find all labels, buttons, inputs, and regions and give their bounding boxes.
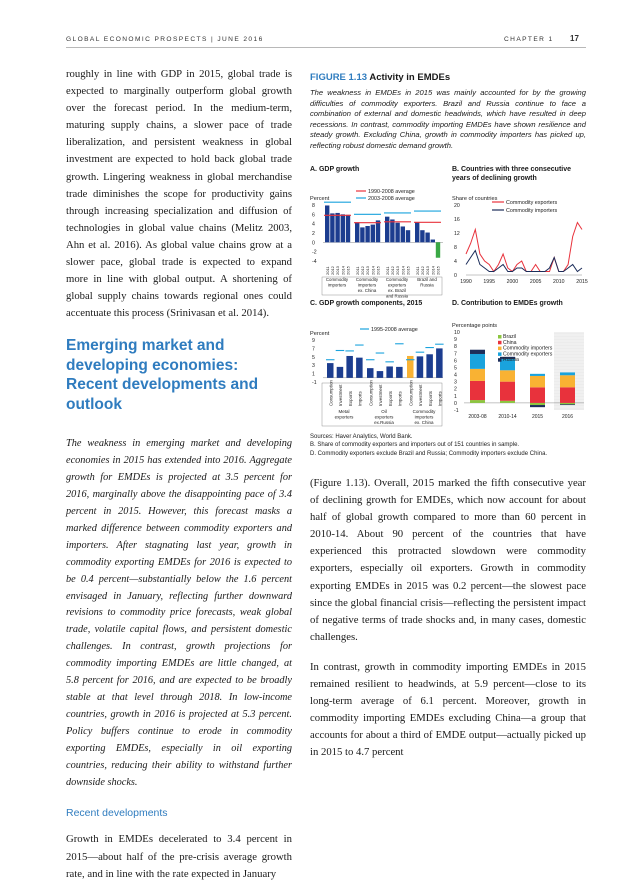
group-label: exporters [334,414,354,420]
stacked-bar [500,401,515,403]
y-tick-label: 10 [454,330,460,336]
bar [406,230,410,242]
y-tick-label: -4 [312,259,317,265]
y-tick-label: 5 [312,354,315,361]
x-tick-label: 1995 [483,279,495,285]
bar [335,213,339,242]
legend-label: Commodity exporters [503,351,553,358]
x-tick-label: 2015 [576,279,588,285]
legend-swatch [498,347,502,351]
y-tick-label: 9 [312,338,315,344]
stacked-bar [560,375,575,387]
group-label: exporters [374,414,394,420]
x-tick-label: 2011 [354,266,360,275]
x-tick-label: 2013 [365,266,371,275]
x-tick-label: 2015 [405,266,411,275]
y-tick-label: -1 [454,408,459,414]
figure-title-text: Activity in EMDEs [369,72,451,83]
bar [417,356,424,377]
y-tick-label: 5 [454,365,457,372]
bar [415,222,419,242]
bar [360,227,364,242]
x-tick-label: Exports [387,391,393,406]
y-tick-label: 12 [454,231,460,237]
bar [337,367,344,378]
group-label: importers [414,414,434,420]
x-tick-label: 2015 [531,414,544,420]
stacked-bar [560,403,575,404]
group-label: Russia [420,282,434,288]
x-tick-label: Imports [437,391,443,406]
left-column [66,66,292,883]
x-tick-label: 2014 [430,266,436,275]
panel-b-title: B. Countries with three consecutive years of declining growth [452,166,572,182]
chart-a-gdp-growth [310,183,446,299]
y-axis-label: Percent [310,196,330,202]
group-label: Commodity [325,277,349,282]
y-tick-label: 1 [454,393,457,400]
panel-c-title: C. GDP growth components, 2015 [310,300,423,307]
y-axis-label: Percentage points [452,323,498,329]
x-tick-label: 2012 [420,266,425,275]
figure-notes [310,433,586,458]
y-tick-label: 8 [454,344,457,351]
right-paragraph-1: (Figure 1.13). Overall, 2015 marked the fifth consecutive year of declining growth for EMDEs, which now account for about half of global growth compared to more than 60 percent in 2010-14. About 90 percent of the countries that have experienced this protracted slowdown were commodity exporters, especially oil exporters. Growth in commodity exporting EMDEs in 2015 was 0.2 percent—the slowest pace since the global financial crisis—reflecting the persistent impact of negative terms of trade shocks and, in many cases, domestic challenges. [310,477,586,643]
x-tick-label: 2015 [435,266,441,275]
stacked-bar [500,382,515,401]
y-tick-label: -2 [312,249,317,256]
x-tick-label: Investment [378,384,384,406]
legend-label: Commodity exporters [506,200,558,206]
subhead-recent-developments: Recent developments [66,807,168,820]
bar [425,233,429,243]
group-label: and Russia [386,293,408,299]
y-tick-label: 0 [312,240,315,247]
chart-c-growth-components [310,318,446,430]
y-tick-label: 2 [454,386,457,393]
stacked-bar [500,370,515,381]
legend-label: 2003-2008 average [368,196,415,202]
bar [396,367,403,378]
legend-label: 1995-2008 average [371,327,418,333]
section-title: Emerging market and developing economies: Recent developments and outlook [66,337,259,413]
bar [355,222,359,242]
bar [426,354,433,378]
bar [330,213,334,242]
x-tick-label: Imports [357,391,363,406]
y-tick-label: 20 [454,203,460,209]
legend-label: Russia [503,357,519,364]
bar [341,214,345,242]
stacked-bar [470,369,485,381]
group-label: importers [327,282,347,288]
x-tick-label: 2015 [345,266,351,275]
x-tick-label: Investment [338,384,344,406]
legend-label: Commodity importers [506,208,558,214]
group-label: Commodity [385,277,409,282]
group-label: ex.Russia [374,420,394,425]
figure-title [310,72,450,83]
stacked-bar [560,372,575,375]
bar [386,366,393,377]
figure-note-b: B. Share of commodity exporters and importers out of 151 countries in sample. [310,442,520,449]
x-tick-label: Exports [347,391,353,406]
stacked-bar [530,403,545,405]
x-tick-label: 2012 [330,266,335,275]
bar [436,348,443,377]
figure-sources: Sources: Haver Analytics, World Bank. [310,434,413,440]
group-label: exporters [387,282,407,288]
figure-note-d: D. Commodity exporters exclude Brazil and Russia; Commodity importers exclude China. [310,450,548,457]
panel-a-title: A. GDP growth [310,166,360,173]
x-tick-label: 2012 [390,266,395,275]
stacked-bar [530,387,545,403]
header-rule [66,47,586,48]
x-tick-label: 2014 [370,266,376,275]
bar [376,220,380,242]
right-paragraph-2: In contrast, growth in commodity importing EMDEs in 2015 remained resilient to headwinds, at 5.9 percent—close to its long-term average of 6.1 percent. Moreover, growth in commodity importing EMDEs excluding China—a group that accounts for about a third of EMDE output—actually picked up in 2015 to 4.7 percent [310,660,586,759]
legend-label: 1990-2008 average [368,189,415,195]
y-tick-label: 8 [454,245,457,251]
x-tick-label: 2013 [425,266,431,275]
page-number: 17 [570,34,579,43]
x-tick-label: Exports [427,391,433,406]
y-tick-label: -1 [312,380,317,386]
y-tick-label: 4 [454,372,457,379]
x-tick-label: 2014 [400,266,406,275]
x-tick-label: Investment [418,384,424,406]
y-tick-label: 0 [454,400,457,407]
x-tick-label: 1990 [460,279,472,285]
x-tick-label: 2003-08 [468,414,487,420]
bar [436,242,440,257]
stacked-bar [560,387,575,403]
x-tick-label: Imports [397,391,403,406]
running-header: GLOBAL ECONOMIC PROSPECTS | JUNE 2016 [66,36,264,43]
y-tick-label: 8 [312,203,315,209]
chart-d-contribution [452,318,588,430]
group-label: importers [357,282,377,288]
chapter-label: CHAPTER 1 [504,36,554,43]
x-tick-label: 2013 [335,266,341,275]
y-tick-label: 4 [312,221,315,228]
stacked-bar [470,350,485,354]
x-tick-label: 2010 [553,279,565,285]
bar [390,219,394,242]
group-label: ex. Brazil [387,288,407,293]
y-axis-label: Percent [310,331,330,337]
legend-swatch [498,352,502,356]
bar [371,225,375,243]
x-tick-label: 2012 [360,266,365,275]
y-tick-label: 4 [454,259,457,265]
group-label: ex. China [414,420,434,425]
figure-number: FIGURE 1.13 [310,72,368,83]
recent-paragraph: Growth in EMDEs decelerated to 3.4 percent in 2015—about half of the pre-crisis average growth rate, and in line with the rate expected in January [66,833,292,880]
legend-label: China [503,339,517,346]
bar [395,223,399,243]
bar [420,230,424,242]
bar [356,358,363,378]
x-tick-label: Consumption [328,380,334,406]
bar [346,215,350,243]
bar [385,217,389,243]
x-tick-label: 2011 [384,266,390,275]
series-line [466,251,582,272]
y-tick-label: 3 [454,379,457,386]
y-tick-label: 0 [454,273,457,279]
figure-lead: The weakness in EMDEs in 2015 was mainly accounted for by the growing difficulties of commodity exporters. Brazil and Russia continue to face a combination of external and domestic headwinds, which have resulted in deep recessions. In contrast, commodity importing EMDEs have shown resilience and steady growth. Excluding China, growth in commodity importers has picked up, reflecting robust domestic demand growth. [310,88,586,150]
x-tick-label: 2010-14 [498,414,517,420]
x-tick-label: 2000 [506,279,519,285]
stacked-bar [530,376,545,387]
x-tick-label: Consumption [368,380,374,406]
x-tick-label: 2005 [529,279,542,285]
y-tick-label: 6 [454,358,457,365]
y-tick-label: 2 [312,231,315,237]
legend-label: Commodity importers [503,345,553,352]
bar [325,205,329,242]
series-line [466,223,582,272]
bar [367,368,374,378]
x-tick-label: 2015 [375,266,381,275]
group-label: Commodity [355,277,379,282]
group-label: Commodity [412,409,436,414]
group-label: Oil [381,409,387,414]
group-label: ex. China [357,288,377,293]
y-axis-label: Share of countries [452,196,498,202]
x-tick-label: 2011 [324,266,330,275]
y-tick-label: 16 [454,217,460,223]
y-tick-label: 7 [312,346,315,353]
legend-label: Brazil [503,334,516,340]
panel-d-title: D. Contribution to EMDEs growth [452,300,563,307]
legend-swatch [498,358,502,362]
bar [377,371,384,378]
group-label: Metal [338,409,350,414]
legend-swatch [498,335,502,339]
stacked-bar [470,381,485,400]
right-column [310,475,586,762]
x-tick-label: Consumption [408,380,414,406]
y-tick-label: 9 [454,337,457,344]
intro-paragraph: roughly in line with GDP in 2015, global trade is expected to marginally outperform global growth over the forecast period. In the medium-term, maturing supply chains, a slower pace of trade liberalization, and persistent weakness in global investment are expected to hold back global trade growth. Lingering weakness in global merchandise trade diminishes the scope for productivity gains through increasing specialization and diffusion of technologies in global value chains (Melitz 2003, Ahn et al. 2016). As global value chains grow at a slower pace, global trade is expected to expand more in line with global output. A shortening of global supply chains towards regional ones could accentuate this process (Srinivasan et al. 2014). [66,68,292,320]
stacked-bar [560,404,575,405]
stacked-bar [530,374,545,376]
bar [401,226,405,242]
stacked-bar [470,354,485,369]
chart-b-declining-growth [452,183,588,295]
y-tick-label: 6 [312,212,315,219]
x-tick-label: 2011 [414,266,420,275]
group-label: Brazil and [417,277,437,282]
x-tick-label: 2014 [340,266,346,275]
y-tick-label: 3 [312,363,315,370]
stacked-bar [470,400,485,403]
legend-swatch [498,341,502,345]
bar [365,226,369,242]
x-tick-label: 2013 [395,266,401,275]
stacked-bar [530,405,545,407]
section-summary: The weakness in emerging market and developing economies in 2015 has extended into 2016. Aggregate growth for EMDEs is projected at 3.5 percent for 2016, marginally above the disappointing pace of 3.4 percent in 2015. However, this forecast masks a marked difference between commodity exporters and importers. After stagnating last year, growth in commodity exporting EMDEs for 2016 is expected to be 0.4 percent—substantially below the 1.6 percent envisaged in January, reflecting further downward revisions to commodity price forecasts, weak global trade, volatile capital flows, and persistent domestic challenges. In contrast, growth projections for commodity importing EMDEs are little changed, at 5.8 percent for 2016, and are expected to be broadly stable at that level through 2018. In low-income countries, growth in 2016 is projected at 5.3 percent. Policy buffers continue to erode in commodity exporting EMDEs, especially in oil exporting countries, reducing their ability to withstand further downside shocks. [66,438,292,788]
bar [346,356,353,378]
y-tick-label: 7 [454,351,457,358]
y-tick-label: 1 [312,371,315,378]
bar [431,240,435,243]
x-tick-label: 2016 [561,414,574,420]
bar [327,363,334,378]
